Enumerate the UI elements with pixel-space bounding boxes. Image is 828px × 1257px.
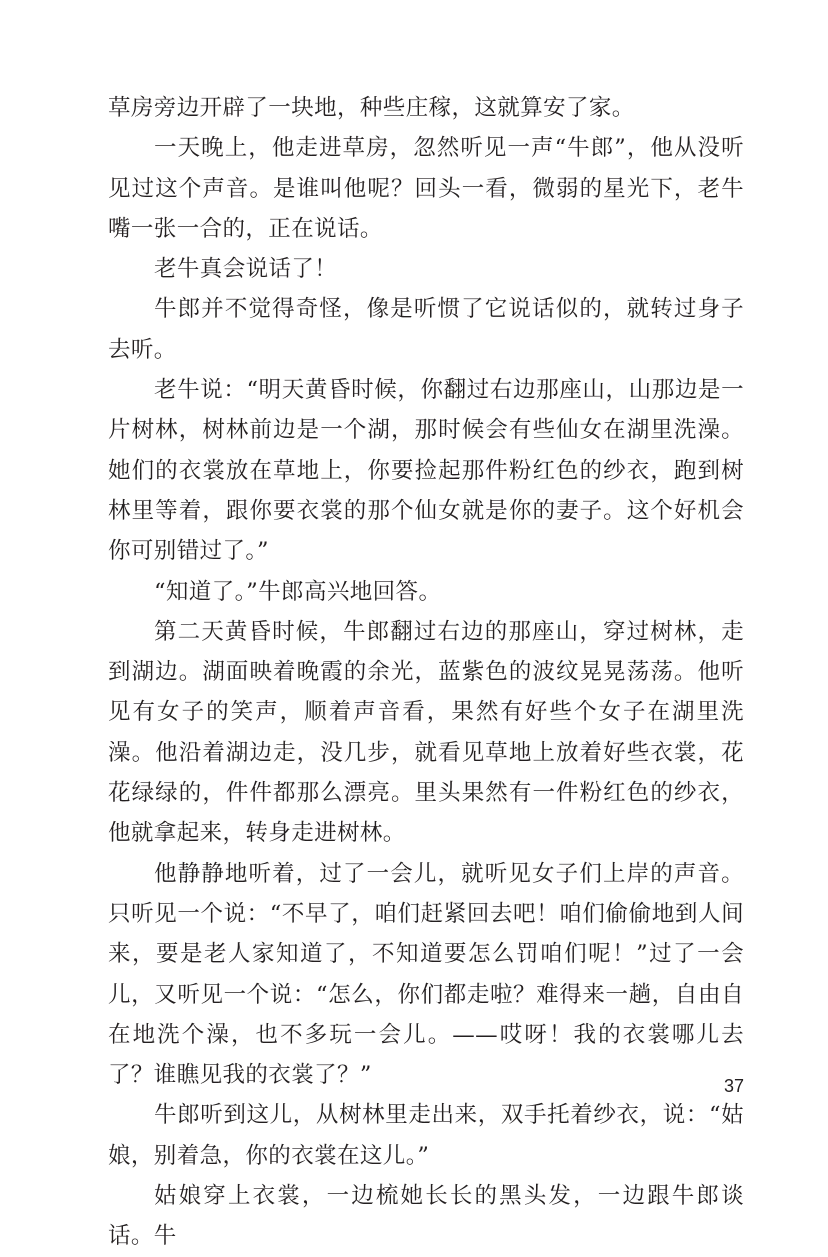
paragraph: 牛郎听到这儿，从树林里走出来，双手托着纱衣，说：“姑娘，别着急，你的衣裳在这儿。” bbox=[108, 1102, 744, 1169]
paragraph: 一天晚上，他走进草房，忽然听见一声“牛郎”，他从没听见过这个声音。是谁叫他呢？回头一看，微弱的星光下，老牛嘴一张一合的，正在说话。 bbox=[108, 135, 744, 242]
page-number: 37 bbox=[723, 1076, 744, 1096]
paragraph: 姑娘穿上衣裳，一边梳她长长的黑头发，一边跟牛郎谈话。牛 bbox=[108, 1183, 744, 1250]
paragraph: 他静静地听着，过了一会儿，就听见女子们上岸的声音。只听见一个说：“不早了，咱们赶紧回去吧！咱们偷偷地到人间来，要是老人家知道了，不知道要怎么罚咱们呢！”过了一会儿，又听见一个说：“怎么，你们都走啦？难得来一趟，自由自在地洗个澡，也不多玩一会儿。——哎呀！我的衣裳哪儿去了？谁瞧见我的衣裳了？” bbox=[108, 860, 744, 1089]
paragraph: 第二天黄昏时候，牛郎翻过右边的那座山，穿过树林，走到湖边。湖面映着晚霞的余光，蓝紫色的波纹晃晃荡荡。他听见有女子的笑声，顺着声音看，果然有好些个女子在湖里洗澡。他沿着湖边走，没几步，就看见草地上放着好些衣裳，花花绿绿的，件件都那么漂亮。里头果然有一件粉红色的纱衣，他就拿起来，转身走进树林。 bbox=[108, 618, 744, 847]
paragraph: 草房旁边开辟了一块地，种些庄稼，这就算安了家。 bbox=[108, 95, 635, 121]
body-text bbox=[108, 88, 744, 1257]
paragraph: 老牛真会说话了！ bbox=[154, 256, 338, 283]
paragraph: “知道了。”牛郎高兴地回答。 bbox=[154, 578, 442, 605]
paragraph: 老牛说：“明天黄昏时候，你翻过右边那座山，山那边是一片树林，树林前边是一个湖，那时候会有些仙女在湖里洗澡。她们的衣裳放在草地上，你要捡起那件粉红色的纱衣，跑到树林里等着，跟你要衣裳的那个仙女就是你的妻子。这个好机会你可别错过了。” bbox=[108, 377, 744, 565]
paragraph: 牛郎并不觉得奇怪，像是听惯了它说话似的，就转过身子去听。 bbox=[108, 296, 744, 363]
